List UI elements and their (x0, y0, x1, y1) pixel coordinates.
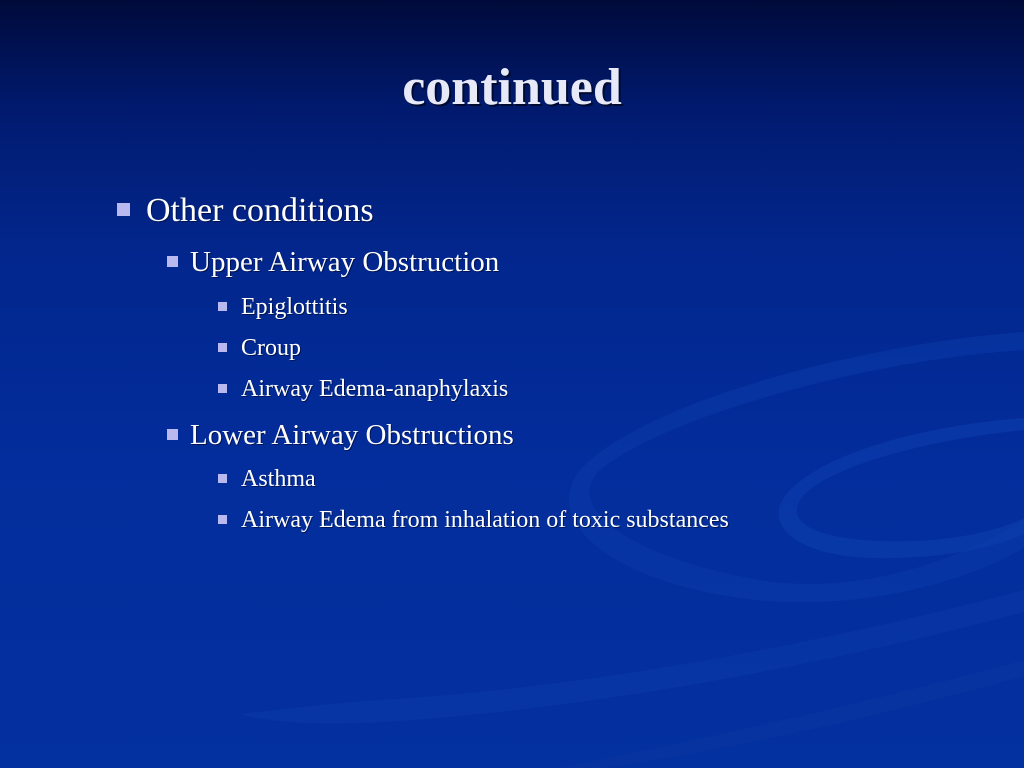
bullet-airway-edema-anaphylaxis: Airway Edema-anaphylaxis (241, 376, 509, 402)
bullet-croup: Croup (241, 335, 301, 361)
bullet-asthma: Asthma (241, 466, 316, 492)
bullet-lower-airway-obstructions: Lower Airway Obstructions (190, 419, 514, 451)
square-bullet-icon (167, 256, 178, 267)
bullet-upper-airway-obstruction: Upper Airway Obstruction (190, 246, 500, 278)
square-bullet-icon (218, 343, 227, 352)
square-bullet-icon (117, 203, 130, 216)
square-bullet-icon (218, 474, 227, 483)
slide-title: continued (402, 59, 622, 116)
square-bullet-icon (218, 515, 227, 524)
square-bullet-icon (218, 384, 227, 393)
square-bullet-icon (167, 429, 178, 440)
bullet-epiglottitis: Epiglottitis (241, 294, 348, 320)
bullet-airway-edema-toxic-inhalation: Airway Edema from inhalation of toxic substances (241, 507, 729, 533)
square-bullet-icon (218, 302, 227, 311)
bullet-other-conditions: Other conditions (146, 192, 374, 229)
